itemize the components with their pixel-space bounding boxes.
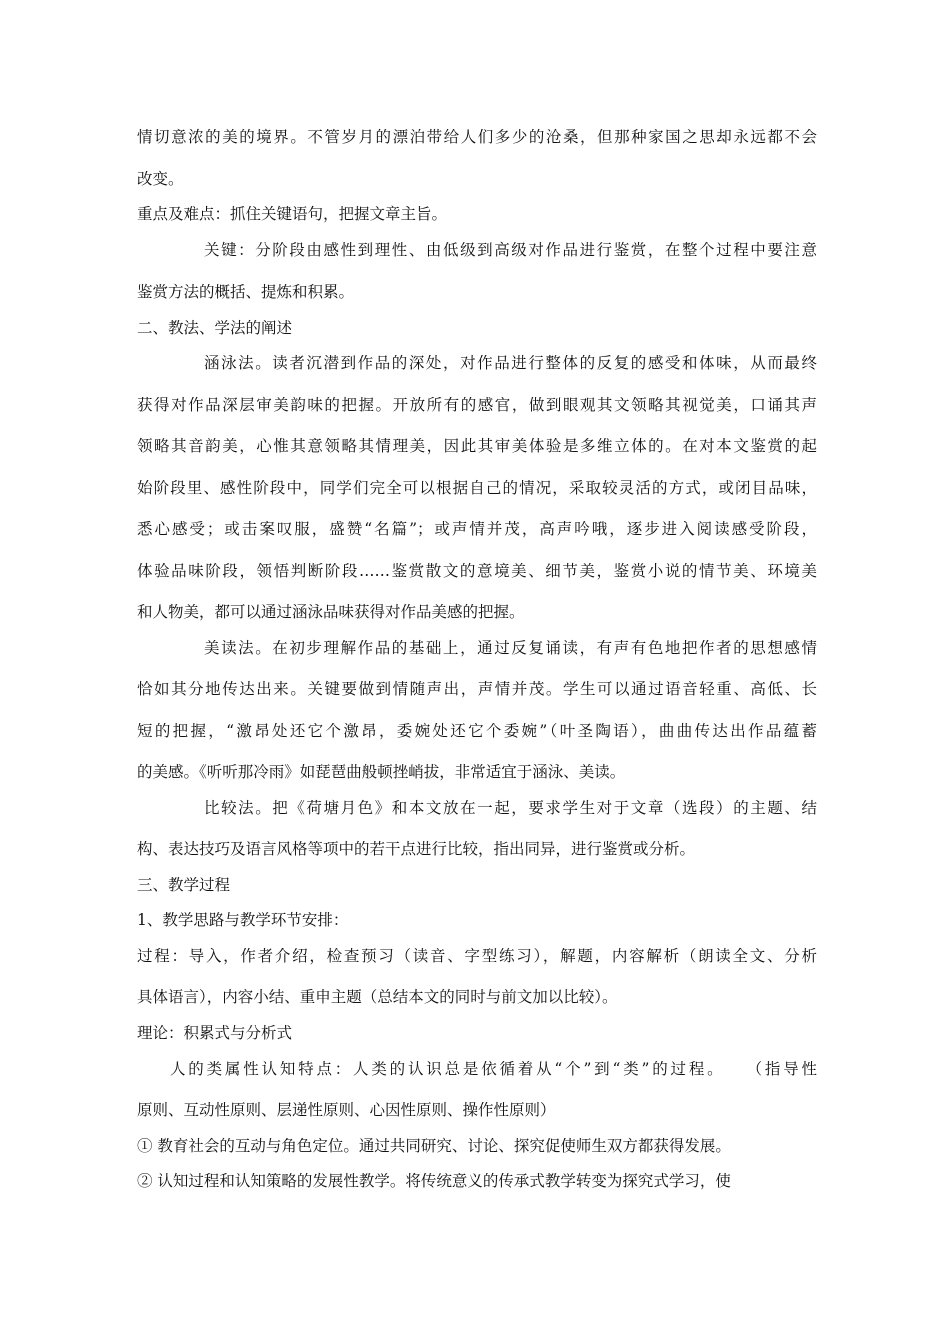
paragraph-line: 悉心感受；或击案叹服，盛赞“名篇”；或声情并茂，高声吟哦，逐步进入阅读感受阶段， (137, 520, 817, 538)
paragraph-line: 关键：分阶段由感性到理性、由低级到高级对作品进行鉴赏，在整个过程中要注意 (204, 241, 817, 259)
list-item: ① 教育社会的互动与角色定位。通过共同研究、讨论、探究促使师生双方都获得发展。 (137, 1137, 731, 1155)
paragraph-line: 构、表达技巧及语言风格等项中的若干点进行比较，指出同异，进行鉴赏或分析。 (137, 840, 696, 858)
paragraph-line: 恰如其分地传达出来。关键要做到情随声出，声情并茂。学生可以通过语音轻重、高低、长 (137, 680, 817, 698)
section-heading: 二、教法、学法的阐述 (137, 319, 293, 337)
paragraph-line: 和人物美，都可以通过涵泳品味获得对作品美感的把握。 (137, 603, 525, 621)
paragraph-line: 理论：积累式与分析式 (137, 1024, 293, 1042)
paragraph-line: 领略其音韵美，心惟其意领略其情理美，因此其审美体验是多维立体的。在对本文鉴赏的起 (137, 437, 817, 455)
paragraph-line: 改变。 (137, 170, 184, 188)
paragraph-line: 鉴赏方法的概括、提炼和积累。 (137, 283, 355, 301)
paragraph-line: 美读法。在初步理解作品的基础上，通过反复诵读，有声有色地把作者的思想感情 (204, 639, 817, 657)
paragraph-line: 获得对作品深层审美韵味的把握。开放所有的感官，做到眼观其文领略其视觉美，口诵其声 (137, 396, 817, 414)
subsection-heading: 1、教学思路与教学环节安排： (137, 911, 349, 929)
paragraph-line: 人的类属性认知特点：人类的认识总是依循着从“个”到“类”的过程。 （指导性 (170, 1060, 817, 1078)
paragraph-line: 始阶段里、感性阶段中，同学们完全可以根据自己的情况，采取较灵活的方式，或闭目品味， (137, 479, 817, 497)
paragraph-line: 比较法。把《荷塘月色》和本文放在一起，要求学生对于文章（选段）的主题、结 (204, 799, 817, 817)
paragraph-line: 情切意浓的美的境界。不管岁月的漂泊带给人们多少的沧桑，但那种家国之思却永远都不会 (137, 128, 817, 146)
paragraph-line: 涵泳法。读者沉潜到作品的深处，对作品进行整体的反复的感受和体味，从而最终 (204, 354, 817, 372)
paragraph-line: 过程：导入，作者介绍，检查预习（读音、字型练习），解题，内容解析（朗读全文、分析 (137, 947, 817, 965)
list-item: ② 认知过程和认知策略的发展性教学。将传统意义的传承式教学转变为探究式学习，使 (137, 1172, 731, 1190)
paragraph-line: 的美感。《听听那冷雨》如琵琶曲般顿挫峭拔，非常适宜于涵泳、美读。 (137, 763, 626, 781)
key-points-line: 重点及难点：抓住关键语句，把握文章主旨。 (137, 205, 448, 223)
section-heading: 三、教学过程 (137, 876, 231, 894)
paragraph-line: 体验品味阶段，领悟判断阶段……鉴赏散文的意境美、细节美，鉴赏小说的情节美、环境美 (137, 562, 817, 580)
paragraph-line: 短的把握，“激昂处还它个激昂，委婉处还它个委婉”（叶圣陶语），曲曲传达出作品蕴蓄 (137, 722, 817, 740)
paragraph-line: 原则、互动性原则、层递性原则、心因性原则、操作性原则） (137, 1101, 556, 1119)
paragraph-line: 具体语言），内容小结、重申主题（总结本文的同时与前文加以比较）。 (137, 988, 618, 1006)
